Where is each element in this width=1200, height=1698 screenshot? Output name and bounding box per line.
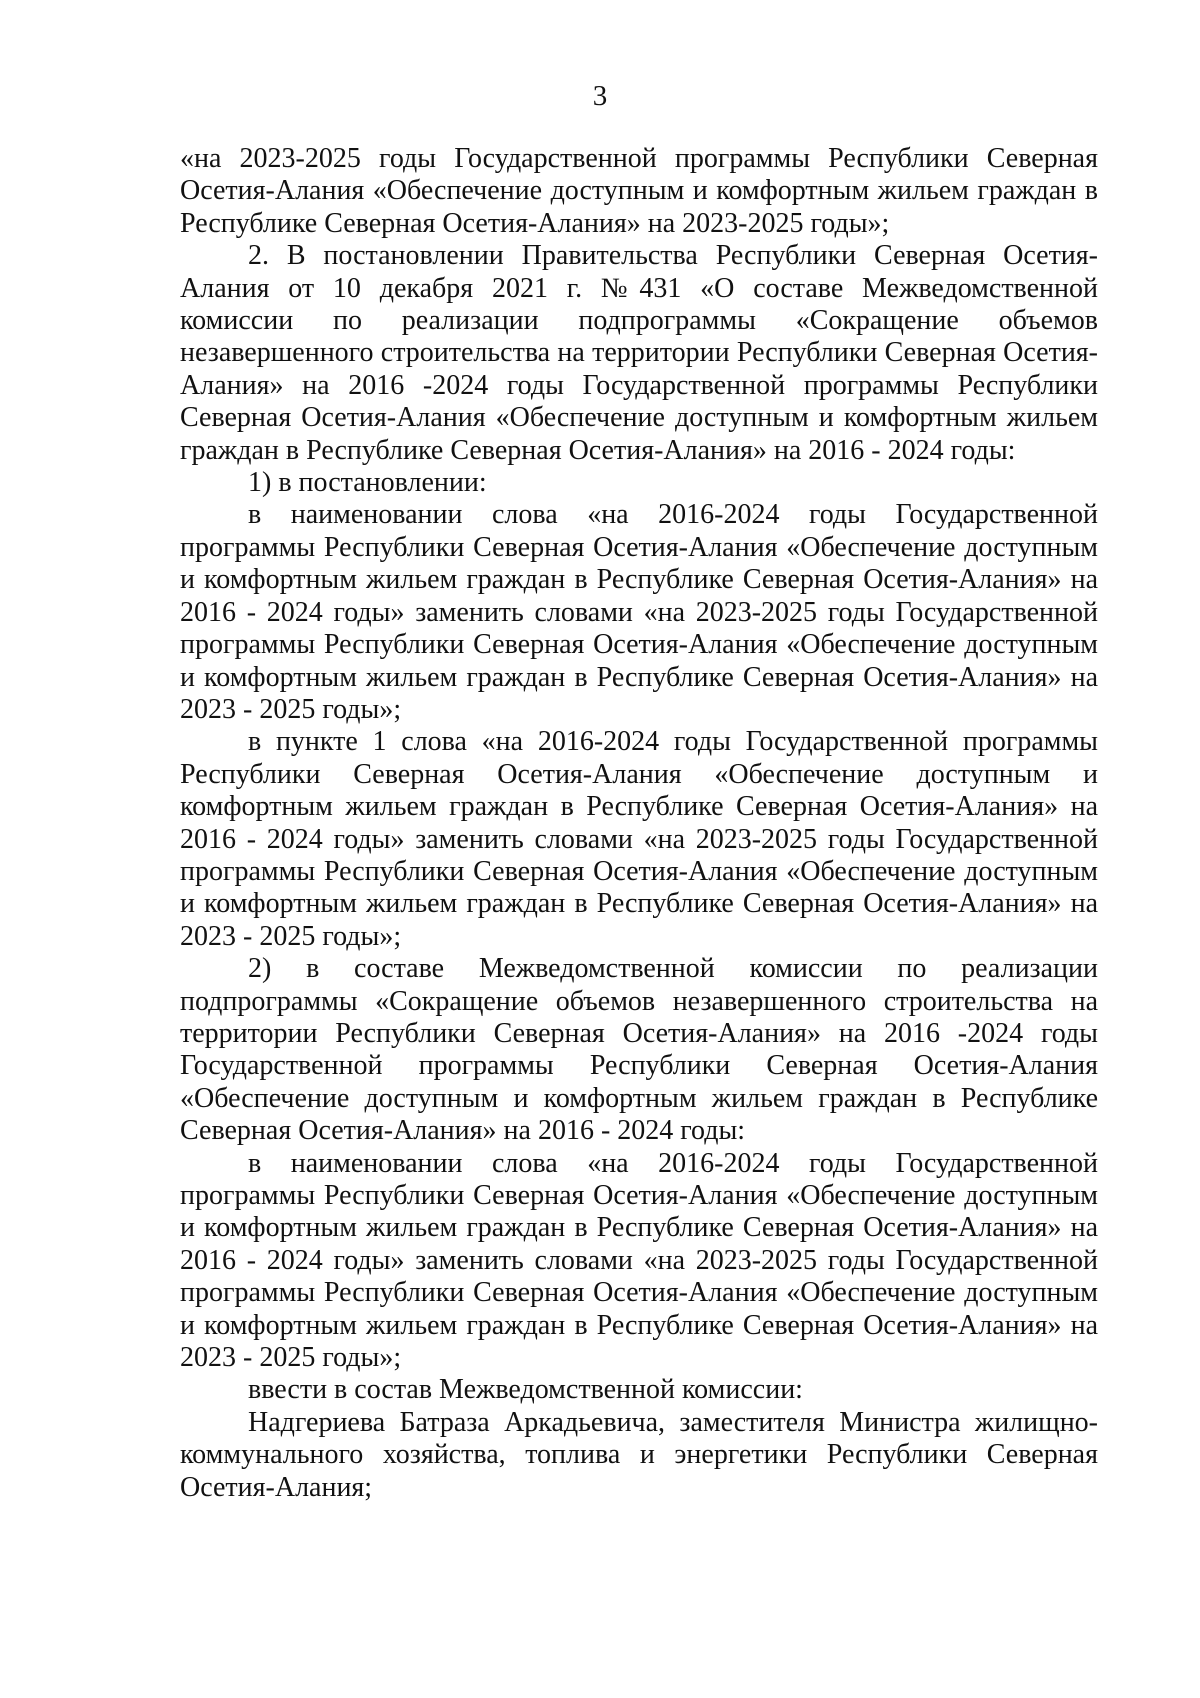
paragraph-subitem-2: 2) в составе Межведомственной комиссии по реализации подпрограммы «Сокращение объемов незавершенного строительства на территории Республики Северная Осетия-Алания» на 2016 -2024 годы Государственной программы Республики Северная Осетия-Алания «Обеспечение доступным и комфортным жильем граждан в Республике Северная Осетия-Алания» на 2016 - 2024 годы:: [180, 953, 1098, 1147]
paragraph-continuation: «на 2023-2025 годы Государственной программы Республики Северная Осетия-Алания «Обеспечение доступным и комфортным жильем граждан в Республике Северная Осетия-Алания» на 2023-2025 годы»;: [180, 143, 1098, 239]
document-body: [180, 143, 1098, 1504]
page-number: 3: [592, 80, 608, 112]
paragraph-item-2: 2. В постановлении Правительства Республики Северная Осетия-Алания от 10 декабря 2021 г. №431 «О составе Межведомственной комиссии по реализации подпрограммы «Сокращение объемов незавершенного строительства на территории Республики Северная Осетия-Алания» на 2016 -2024 годы Государственной программы Республики Северная Осетия-Алания «Обеспечение доступным и комфортным жильем граждан в Республике Северная Осетия-Алания» на 2016 - 2024 годы:: [180, 240, 1098, 466]
paragraph-name-change: в наименовании слова «на 2016-2024 годы Государственной программы Республики Северная Осетия-Алания «Обеспечение доступным и комфортным жильем граждан в Республике Северная Осетия-Алания» на 2016 - 2024 годы» заменить словами «на 2023-2025 годы Государственной программы Республики Северная Осетия-Алания «Обеспечение доступным и комфортным жильем граждан в Республике Северная Осетия-Алания» на 2023 - 2025 годы»;: [180, 499, 1098, 725]
paragraph-point-1-change: в пункте 1 слова «на 2016-2024 годы Государственной программы Республики Северная Осетия-Алания «Обеспечение доступным и комфортным жильем граждан в Республике Северная Осетия-Алания» на 2016 - 2024 годы» заменить словами «на 2023-2025 годы Государственной программы Республики Северная Осетия-Алания «Обеспечение доступным и комфортным жильем граждан в Республике Северная Осетия-Алания» на 2023 - 2025 годы»;: [180, 726, 1098, 952]
paragraph-add-member: ввести в состав Межведомственной комиссии:: [248, 1374, 803, 1406]
paragraph-subitem-1: 1) в постановлении:: [248, 467, 487, 499]
paragraph-composition-name-change: в наименовании слова «на 2016-2024 годы Государственной программы Республики Северная Осетия-Алания «Обеспечение доступным и комфортным жильем граждан в Республике Северная Осетия-Алания» на 2016 - 2024 годы» заменить словами «на 2023-2025 годы Государственной программы Республики Северная Осетия-Алания «Обеспечение доступным и комфортным жильем граждан в Республике Северная Осетия-Алания» на 2023 - 2025 годы»;: [180, 1147, 1098, 1374]
paragraph-member-entry: Надгериева Батраза Аркадьевича, заместителя Министра жилищно-коммунального хозяйства, топлива и энергетики Республики Северная Осетия-Алания;: [180, 1406, 1098, 1503]
